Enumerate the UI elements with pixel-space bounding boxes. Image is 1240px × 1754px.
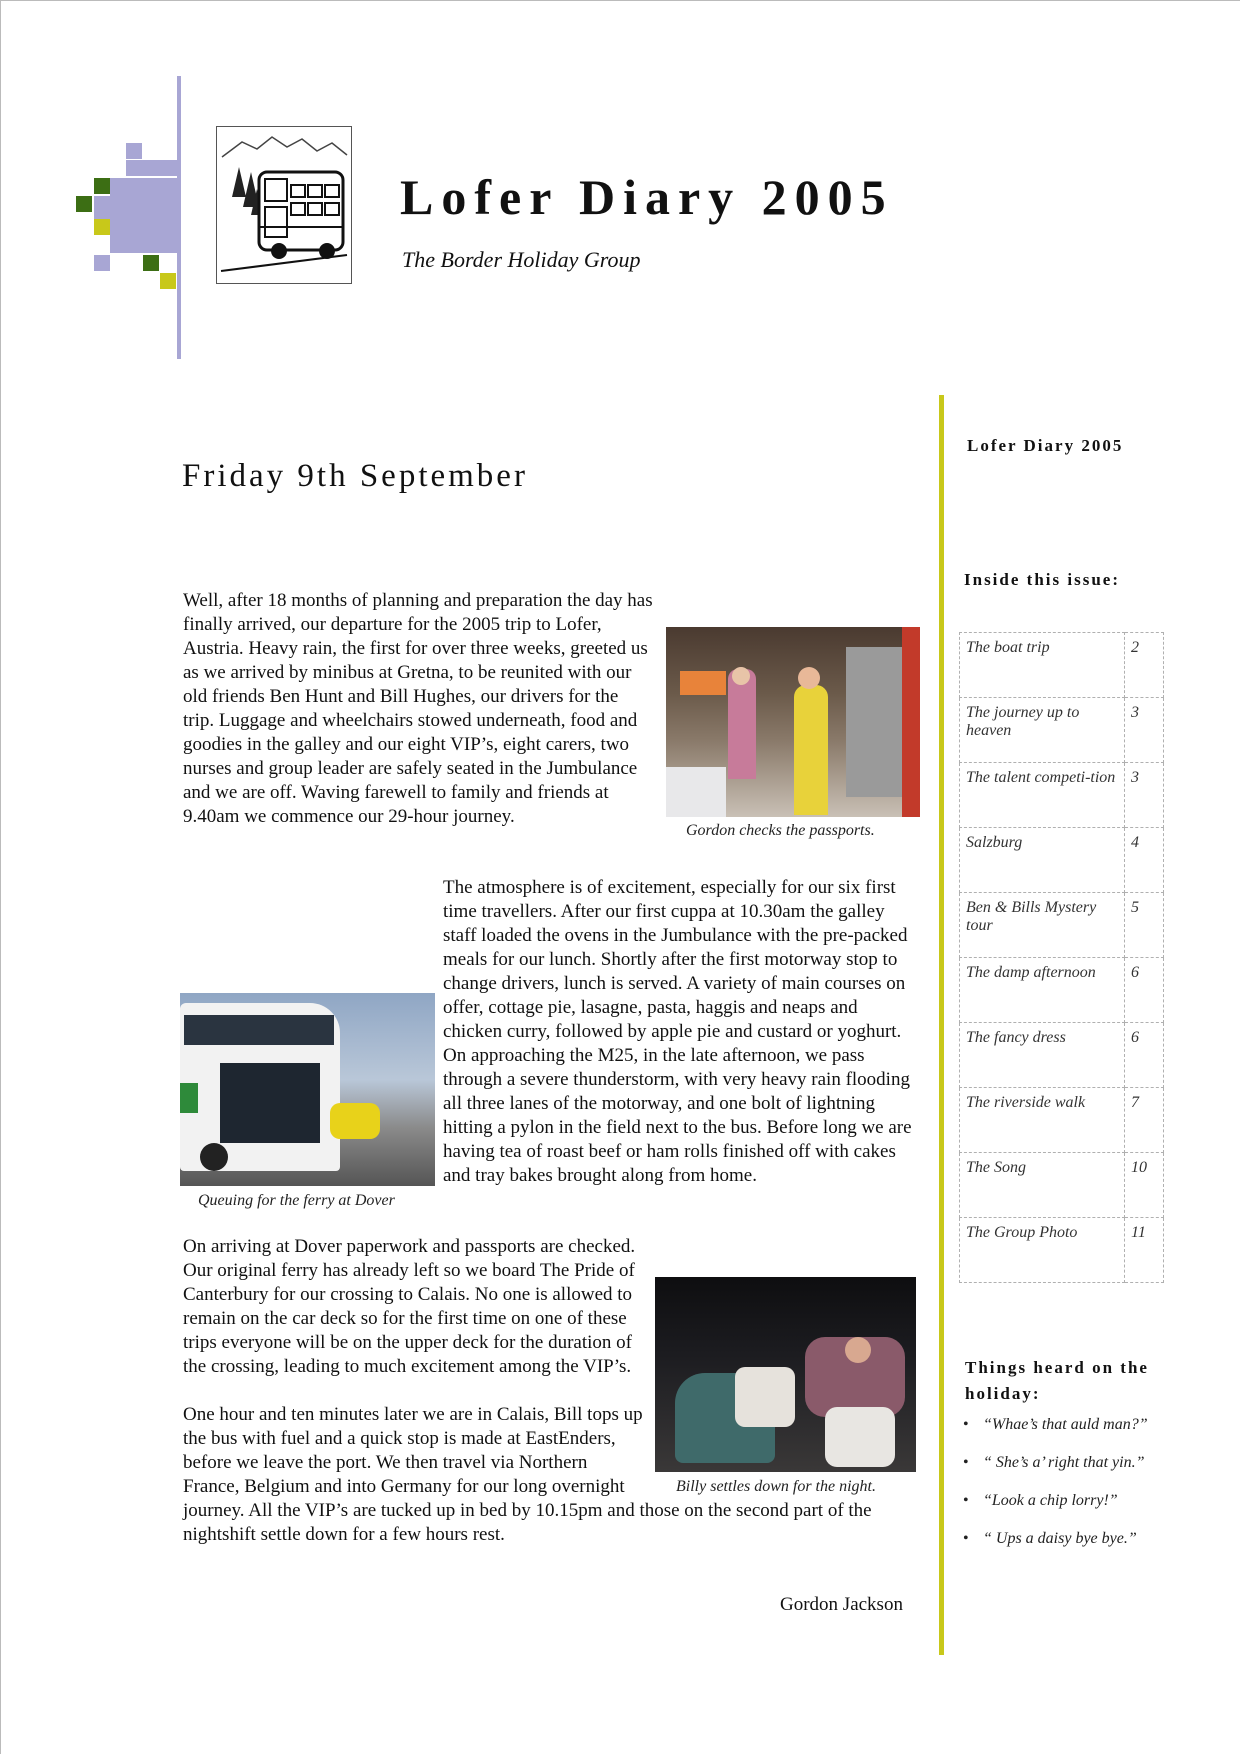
article-date: Friday 9th September [182, 458, 528, 494]
toc-row [960, 698, 1164, 763]
deco-square [160, 273, 176, 289]
quote-item: • “ She’s a’ right that yin.” [963, 1451, 1163, 1475]
toc-label: The Group Photo [960, 1218, 1125, 1283]
header-vertical-rule [177, 76, 181, 359]
toc-page: 5 [1125, 893, 1164, 958]
deco-square [94, 219, 110, 235]
car-shape [330, 1103, 380, 1139]
page-border-top [0, 0, 1240, 1]
deco-square [143, 255, 159, 271]
toc-label: The journey up to heaven [960, 698, 1125, 763]
toc-page: 6 [1125, 958, 1164, 1023]
toc-label: The fancy dress [960, 1023, 1125, 1088]
toc-page: 10 [1125, 1153, 1164, 1218]
toc-row [960, 1023, 1164, 1088]
deco-square [94, 255, 110, 271]
toc-row [960, 1153, 1164, 1218]
caption-passports: Gordon checks the passports. [686, 822, 875, 839]
toc-label: The talent competi-tion [960, 763, 1125, 828]
page-border-left [0, 0, 1, 1754]
toc-page: 3 [1125, 763, 1164, 828]
sidebar-rule [939, 395, 944, 1655]
toc-label: Salzburg [960, 828, 1125, 893]
bus-logo [216, 126, 352, 284]
caption-dover: Queuing for the ferry at Dover [198, 1192, 395, 1209]
toc-page: 2 [1125, 633, 1164, 698]
bus-door-shape [220, 1063, 320, 1143]
quote-item: • “Look a chip lorry!” [963, 1489, 1163, 1513]
deco-square [126, 143, 142, 159]
paragraph-2: The atmosphere is of excitement, especially for our six first time travellers. After our first cuppa at 10.30am the galley staff loaded the ovens in the Jumbulance with the pre-packed meals for our lunch. Shortly after the first motorway stop to change drivers, lunch is served. A variety of main courses on offer, cottage pie, lasagne, pasta, haggis and neaps and chicken curry, followed by apple pie and custard or yoghurt. [443, 877, 908, 1042]
sidebar-title: Lofer Diary 2005 [967, 436, 1124, 455]
things-heard-heading: Things heard on the holiday: [965, 1358, 1149, 1403]
deco-square [76, 196, 92, 212]
logo-shape [180, 1083, 198, 1113]
deco-square [126, 160, 177, 176]
toc-row [960, 1088, 1164, 1153]
toc-row [960, 828, 1164, 893]
toc-row [960, 893, 1164, 958]
paragraph-3: On approaching the M25, in the late afternoon, we pass through a severe thunderstorm, with very heavy rain flooding all three lanes of the motorway, and one bolt of lightning hitting a pylon in the field next to the bus. Before long we are having tea of roast beef or ham rolls finished off with cakes and tray bakes brought along from home. [443, 1045, 912, 1186]
paragraph-5: One hour and ten minutes later we are in Calais, Bill tops up the bus with fuel and a quick stop is made at EastEnders, before we leave the port. We then travel via Northern France, Belgium and into Germany for our long overnight journey. All the VIP’s are tucked up in bed by 10.15pm and those on the second part of the nightshift settle down for a few hours rest. [183, 1404, 872, 1545]
toc-row [960, 763, 1164, 828]
quote-item: • “Whae’s that auld man?” [963, 1413, 1163, 1437]
toc-label: Ben & Bills Mystery tour [960, 893, 1125, 958]
toc-page: 7 [1125, 1088, 1164, 1153]
paragraph-1-block [183, 589, 916, 829]
deco-square [94, 178, 110, 194]
table-of-contents [959, 632, 1164, 1283]
bus-logo-icon [217, 127, 351, 283]
things-heard-list [963, 1413, 1163, 1565]
wheel-shape [200, 1143, 228, 1171]
toc-label: The damp afternoon [960, 958, 1125, 1023]
toc-page: 3 [1125, 698, 1164, 763]
deco-square [110, 178, 177, 253]
paragraph-4: On arriving at Dover paperwork and passports are checked. Our original ferry has already left so we board The Pride of Canterbury for our crossing to Calais. No one is allowed to remain on the car deck so for the first time on one of these trips everyone will be on the upper deck for the duration of the crossing, leading to much excitement among the VIP’s. [183, 1236, 636, 1377]
toc-label: The Song [960, 1153, 1125, 1218]
toc-row [960, 958, 1164, 1023]
toc-page: 6 [1125, 1023, 1164, 1088]
newsletter-subtitle: The Border Holiday Group [402, 247, 641, 272]
newsletter-title: Lofer Diary 2005 [400, 169, 894, 225]
toc-row [960, 1218, 1164, 1283]
toc-page: 4 [1125, 828, 1164, 893]
quote-item: • “ Ups a daisy bye bye.” [963, 1527, 1163, 1551]
toc-row [960, 633, 1164, 698]
toc-page: 11 [1125, 1218, 1164, 1283]
caption-night: Billy settles down for the night. [676, 1478, 876, 1495]
toc-label: The boat trip [960, 633, 1125, 698]
paragraph-1: Well, after 18 months of planning and preparation the day has finally arrived, our departure for the 2005 trip to Lofer, Austria. Heavy rain, the first for over three weeks, greeted us as we arrived by minibus at Gretna, to be reunited with our old friends Ben Hunt and Bill Hughes, our drivers for the trip. Luggage and wheelchairs stowed underneath, food and goodies in the galley and our eight VIP’s, eight carers, two nurses and group leader are safely seated in the Jumbulance and we are off. Waving farewell to family and friends at 9.40am we commence our 29-hour journey. [183, 590, 653, 827]
toc-label: The riverside walk [960, 1088, 1125, 1153]
author-signature: Gordon Jackson [780, 1594, 903, 1615]
inside-issue-heading: Inside this issue: [964, 570, 1120, 589]
